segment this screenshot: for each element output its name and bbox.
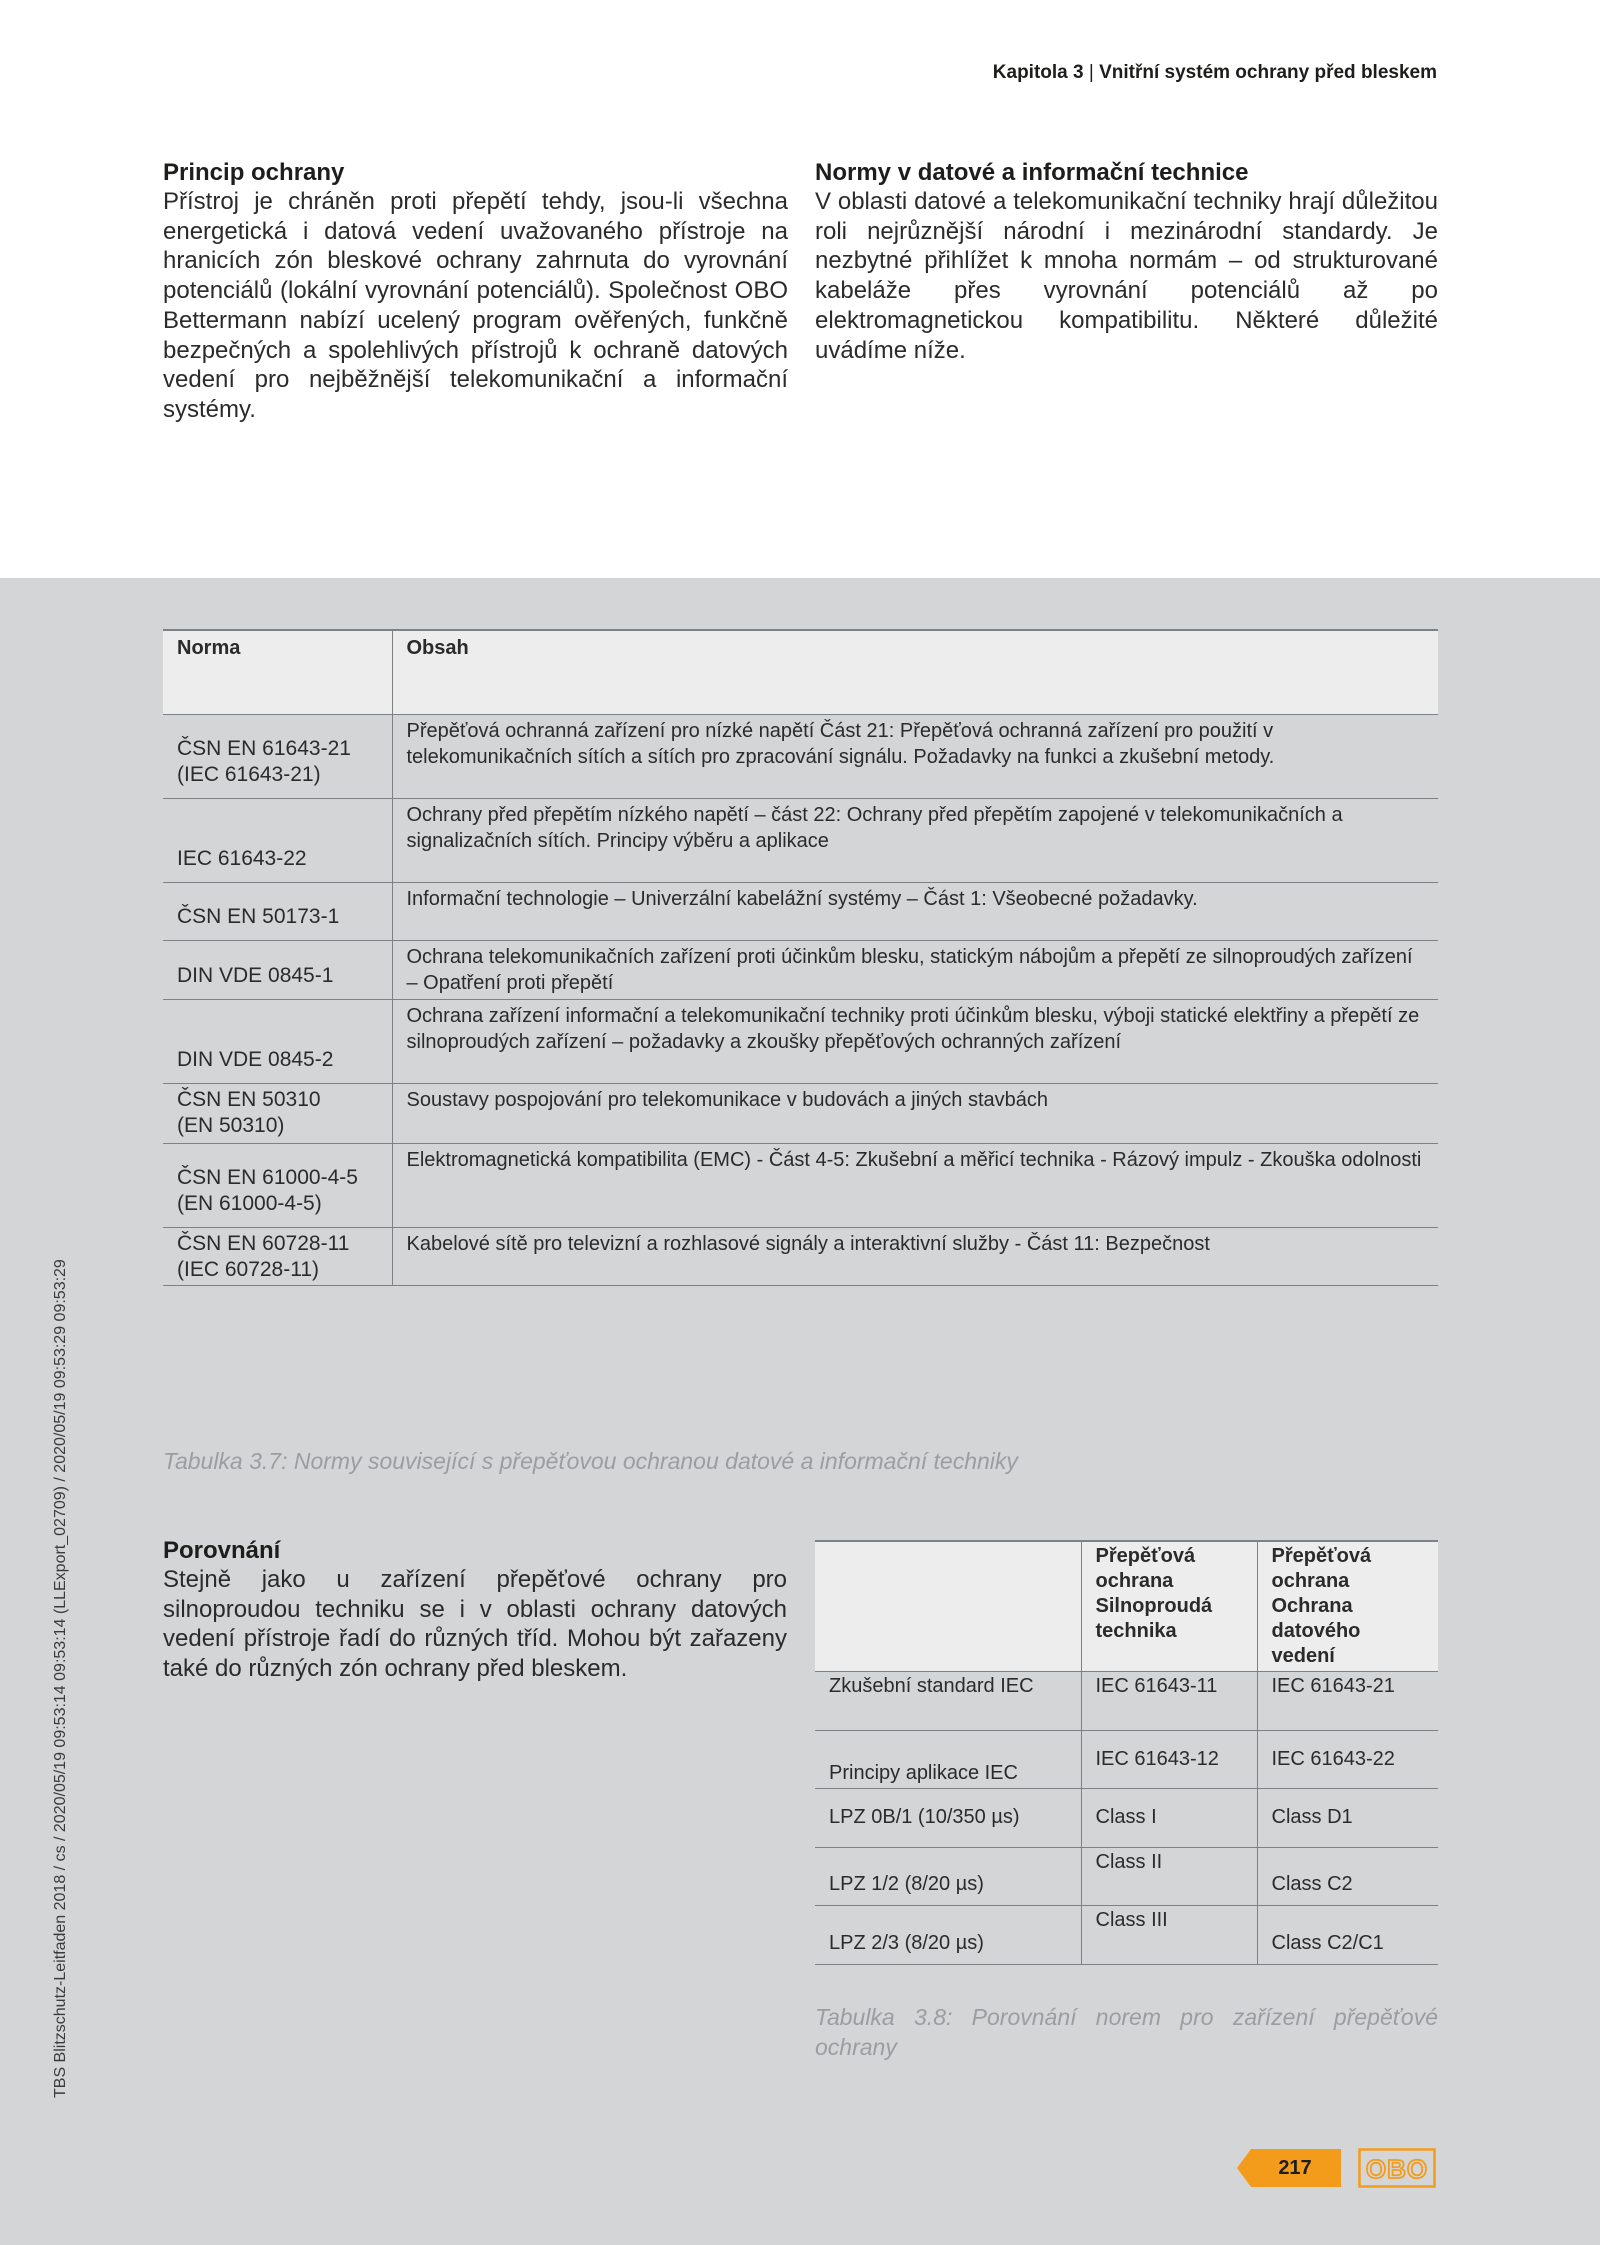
- table-cell: Class III: [1081, 1906, 1257, 1965]
- table-row: [163, 714, 1438, 798]
- table-cell: Class C2: [1257, 1847, 1438, 1906]
- norm-cell: DIN VDE 0845-1: [163, 940, 392, 999]
- norm-cell: ČSN EN 61000-4-5 (EN 61000-4-5): [163, 1143, 392, 1227]
- table-cell: IEC 61643-12: [1081, 1730, 1257, 1789]
- table-row: [163, 999, 1438, 1083]
- content-cell: Soustavy pospojování pro telekomunikace v budovách a jiných stavbách: [392, 1083, 1438, 1143]
- column-header-power: Přepěťová ochrana Silnoproudá technika: [1081, 1541, 1257, 1672]
- content-cell: Ochrany před přepětím nízkého napětí – část 22: Ochrany před přepětím zapojené v telekomunikačních a signalizačních sítích. Principy výběru a aplikace: [392, 798, 1438, 882]
- comparison-table: [815, 1540, 1438, 1965]
- table-row: [163, 1143, 1438, 1227]
- table-cell: Principy aplikace IEC: [815, 1730, 1081, 1789]
- table-cell: IEC 61643-11: [1081, 1672, 1257, 1731]
- table-row: [815, 1672, 1438, 1731]
- norm-cell: ČSN EN 50310 (EN 50310): [163, 1083, 392, 1143]
- section-standards: [815, 158, 1438, 365]
- chapter-title: Vnitřní systém ochrany před bleskem: [1099, 62, 1437, 83]
- table-row: [163, 1227, 1438, 1285]
- column-header-empty: [815, 1541, 1081, 1672]
- table-row: [163, 882, 1438, 940]
- standards-table: [163, 629, 1438, 1286]
- norm-cell: ČSN EN 61643-21 (IEC 61643-21): [163, 714, 392, 798]
- table-row: [815, 1789, 1438, 1848]
- table-row: [815, 1847, 1438, 1906]
- table-cell: IEC 61643-21: [1257, 1672, 1438, 1731]
- content-cell: Ochrana zařízení informační a telekomunikační techniky proti účinkům blesku, výboji statické elektřiny a přepětí ze silnoproudých zařízení – požadavky a zkoušky přepěťových ochranných zařízení: [392, 999, 1438, 1083]
- page-number: 217: [1278, 2157, 1312, 2179]
- page-number-badge: [1237, 2149, 1341, 2187]
- table-caption: Tabulka 3.7: Normy související s přepěťovou ochranou datové a informační techniky: [163, 1448, 1018, 1474]
- section-heading: Normy v datové a informační technice: [815, 159, 1249, 186]
- table-cell: Class II: [1081, 1847, 1257, 1906]
- column-header-data: Přepěťová ochrana Ochrana datového vedení: [1257, 1541, 1438, 1672]
- column-header-norm: Norma: [163, 630, 392, 714]
- table-header-row: [815, 1541, 1438, 1672]
- table-cell: IEC 61643-22: [1257, 1730, 1438, 1789]
- table-row: [815, 1730, 1438, 1789]
- table-caption: Tabulka 3.8: Porovnání norem pro zařízení přepěťové ochrany: [815, 2004, 1438, 2060]
- table-cell: LPZ 1/2 (8/20 µs): [815, 1847, 1081, 1906]
- section-text: Přístroj je chráněn proti přepětí tehdy, jsou-li všechna energetická i datová vedení uvažovaného přístroje na hranicích zón bleskové ochrany zahrnuta do vyrovnání potenciálů (lokální vyrovnání potenciálů). Společnost OBO Bettermann nabízí ucelený program ověřených, funkčně bezpečných a spolehlivých přístrojů k ochraně datových vedení pro nejběžnější telekomunikační a informační systémy.: [163, 188, 788, 423]
- chapter-label: Kapitola 3: [992, 62, 1084, 83]
- table-header-row: [163, 630, 1438, 714]
- section-heading: Porovnání: [163, 1537, 281, 1564]
- table-row: [163, 1083, 1438, 1143]
- section-text: Stejně jako u zařízení přepěťové ochrany pro silnoproudou techniku se i v oblasti ochrany datových vedení přístroje řadí do různých tříd. Mohou být zařazeny také do různých zón ochrany před bleskem.: [163, 1566, 787, 1683]
- content-cell: Ochrana telekomunikačních zařízení proti účinkům blesku, statickým nábojům a přepětí ze silnoproudých zařízení – Opatření proti přepětí: [392, 940, 1438, 999]
- table-row: [163, 798, 1438, 882]
- table-cell: LPZ 2/3 (8/20 µs): [815, 1906, 1081, 1965]
- table-row: [815, 1906, 1438, 1965]
- table-cell: Class D1: [1257, 1789, 1438, 1848]
- section-principle: [163, 158, 788, 425]
- section-heading: Princip ochrany: [163, 159, 345, 186]
- print-metadata-sidebar: TBS Blitzschutz-Leitfaden 2018 / cs / 2020/05/19 09:53:14 09:53:14 (LLExport_02709) / 2020/05/19 09:53:29 09:53:29: [52, 1259, 69, 2098]
- norm-cell: ČSN EN 60728-11 (IEC 60728-11): [163, 1227, 392, 1285]
- section-comparison: [163, 1536, 787, 1684]
- content-cell: Kabelové sítě pro televizní a rozhlasové signály a interaktivní služby - Část 11: Bezpečnost: [392, 1227, 1438, 1285]
- content-cell: Informační technologie – Univerzální kabelážní systémy – Část 1: Všeobecné požadavky.: [392, 882, 1438, 940]
- obo-logo: [1358, 2148, 1436, 2188]
- norm-cell: ČSN EN 50173-1: [163, 882, 392, 940]
- section-text: V oblasti datové a telekomunikační techniky hrají důležitou roli nejrůznější národní i mezinárodní standardy. Je nezbytné přihlížet k mnoha normám – od strukturované kabeláže přes vyrovnání potenciálů až po elektromagnetickou kompatibilitu. Některé důležité uvádíme níže.: [815, 188, 1438, 364]
- content-cell: Přepěťová ochranná zařízení pro nízké napětí Část 21: Přepěťová ochranná zařízení pro použití v telekomunikačních sítích a sítích pro zpracování signálu. Požadavky na funkci a zkušební metody.: [392, 714, 1438, 798]
- running-header: [993, 62, 1437, 84]
- table-cell: LPZ 0B/1 (10/350 µs): [815, 1789, 1081, 1848]
- table-row: [163, 940, 1438, 999]
- table-cell: Class C2/C1: [1257, 1906, 1438, 1965]
- content-cell: Elektromagnetická kompatibilita (EMC) - Část 4-5: Zkušební a měřicí technika - Rázový impulz - Zkouška odolnosti: [392, 1143, 1438, 1227]
- logo-text: OBO: [1365, 2154, 1429, 2184]
- norm-cell: IEC 61643-22: [163, 798, 392, 882]
- norm-cell: DIN VDE 0845-2: [163, 999, 392, 1083]
- table-cell: Zkušební standard IEC: [815, 1672, 1081, 1731]
- header-separator: |: [1083, 62, 1100, 83]
- table-cell: Class I: [1081, 1789, 1257, 1848]
- column-header-content: Obsah: [392, 630, 1438, 714]
